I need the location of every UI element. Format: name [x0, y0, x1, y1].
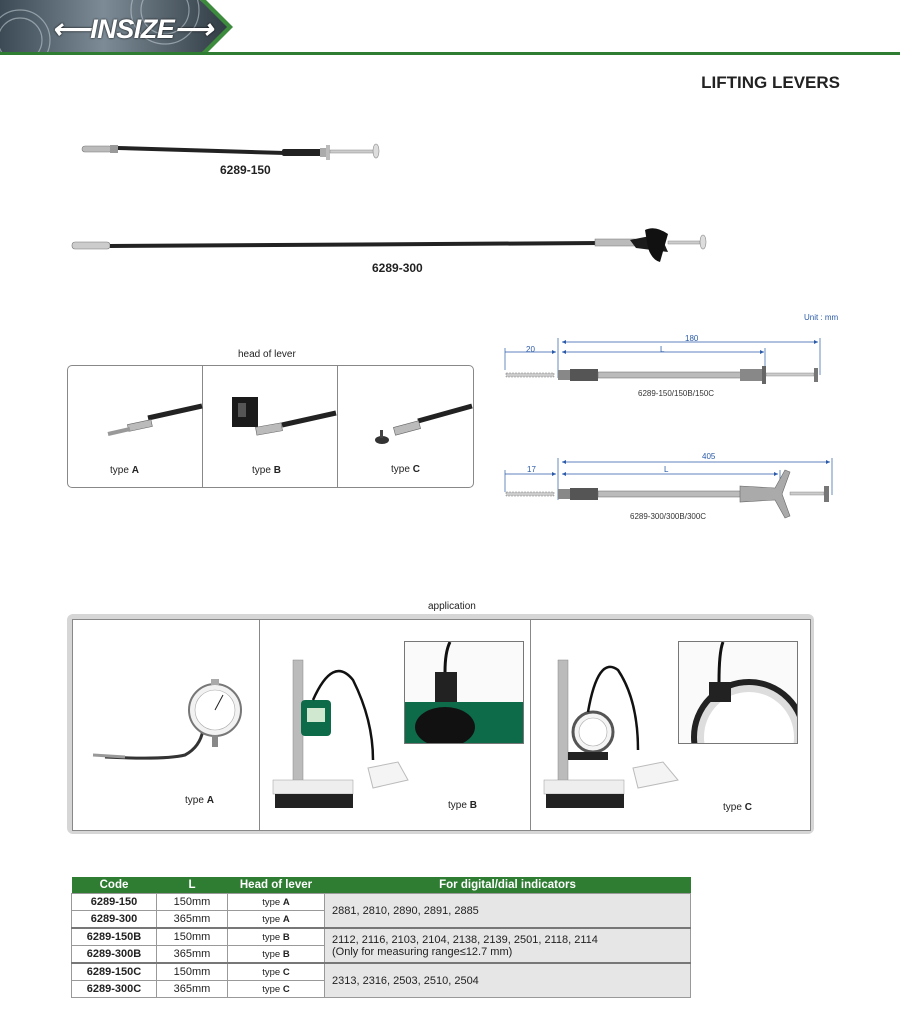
application-type-b-detail	[404, 641, 524, 744]
application-title: application	[428, 601, 476, 612]
length-cell: 365mm	[157, 981, 228, 998]
length-cell: 365mm	[157, 911, 228, 929]
lever-head-type-b-caption: type B	[252, 465, 281, 476]
brand-logo: ⟵INSIZE⟶	[52, 14, 213, 44]
length-cell: 150mm	[157, 894, 228, 911]
table-row	[72, 963, 691, 981]
code-cell: 6289-300	[72, 911, 157, 929]
column-header-indicators: For digital/dial indicators	[325, 877, 691, 894]
head-of-lever-title: head of lever	[238, 349, 296, 360]
length-cell: 365mm	[157, 946, 228, 964]
head-of-lever-panel	[67, 365, 474, 488]
divider	[259, 620, 260, 830]
dim-150-caption: 6289-150/150B/150C	[638, 389, 715, 398]
dim-300-caption: 6289-300/300B/300C	[630, 512, 707, 521]
application-type-c-detail	[678, 641, 798, 744]
code-cell: 6289-150C	[72, 963, 157, 981]
head-cell: type A	[228, 911, 325, 929]
indicators-cell: 2881, 2810, 2890, 2891, 2885	[325, 894, 691, 929]
application-type-c-image	[538, 640, 698, 820]
code-cell: 6289-150	[72, 894, 157, 911]
photo-label-6289-300: 6289-300	[372, 261, 423, 275]
head-cell: type B	[228, 928, 325, 946]
application-inner	[72, 619, 811, 831]
lever-head-type-a-image	[98, 396, 203, 446]
column-header-code: Code	[72, 877, 157, 894]
application-type-b-image	[263, 640, 423, 820]
page-title: LIFTING LEVERS	[701, 73, 840, 92]
lever-head-type-a-caption: type A	[110, 465, 139, 476]
length-cell: 150mm	[157, 963, 228, 981]
application-type-c-caption: type C	[723, 802, 752, 813]
table-row	[72, 894, 691, 911]
application-type-a-image	[85, 675, 255, 775]
table-header-row	[72, 877, 691, 894]
unit-label: Unit : mm	[804, 313, 839, 322]
lever-head-type-c-image	[368, 396, 474, 456]
head-cell: type C	[228, 981, 325, 998]
application-type-b-caption: type B	[448, 800, 477, 811]
spec-table	[71, 877, 691, 998]
code-cell: 6289-300C	[72, 981, 157, 998]
header-rule	[0, 52, 900, 55]
column-header-head: Head of lever	[228, 877, 325, 894]
dim-300-left: 17	[527, 465, 536, 474]
head-cell: type A	[228, 894, 325, 911]
dim-300-total: 405	[702, 452, 716, 461]
head-cell: type B	[228, 946, 325, 964]
head-cell: type C	[228, 963, 325, 981]
lever-head-type-c-caption: type C	[391, 464, 420, 475]
application-panel	[67, 614, 814, 834]
code-cell: 6289-300B	[72, 946, 157, 964]
table-row	[72, 928, 691, 946]
code-cell: 6289-150B	[72, 928, 157, 946]
indicators-cell: 2313, 2316, 2503, 2510, 2504	[325, 963, 691, 998]
dim-300-l: L	[664, 465, 669, 474]
dim-150-left: 20	[526, 345, 535, 354]
length-cell: 150mm	[157, 928, 228, 946]
application-type-a-caption: type A	[185, 795, 214, 806]
lever-head-type-b-image	[228, 391, 338, 451]
column-header-l: L	[157, 877, 228, 894]
indicators-cell: 2112, 2116, 2103, 2104, 2138, 2139, 2501, 2118, 2114 (Only for measuring range≤12.7 mm)	[325, 928, 691, 963]
dim-150-total: 180	[685, 334, 699, 343]
dim-150-l: L	[660, 345, 665, 354]
photo-label-6289-150: 6289-150	[220, 163, 271, 177]
product-photo-6289-150	[70, 135, 390, 165]
divider	[530, 620, 531, 830]
